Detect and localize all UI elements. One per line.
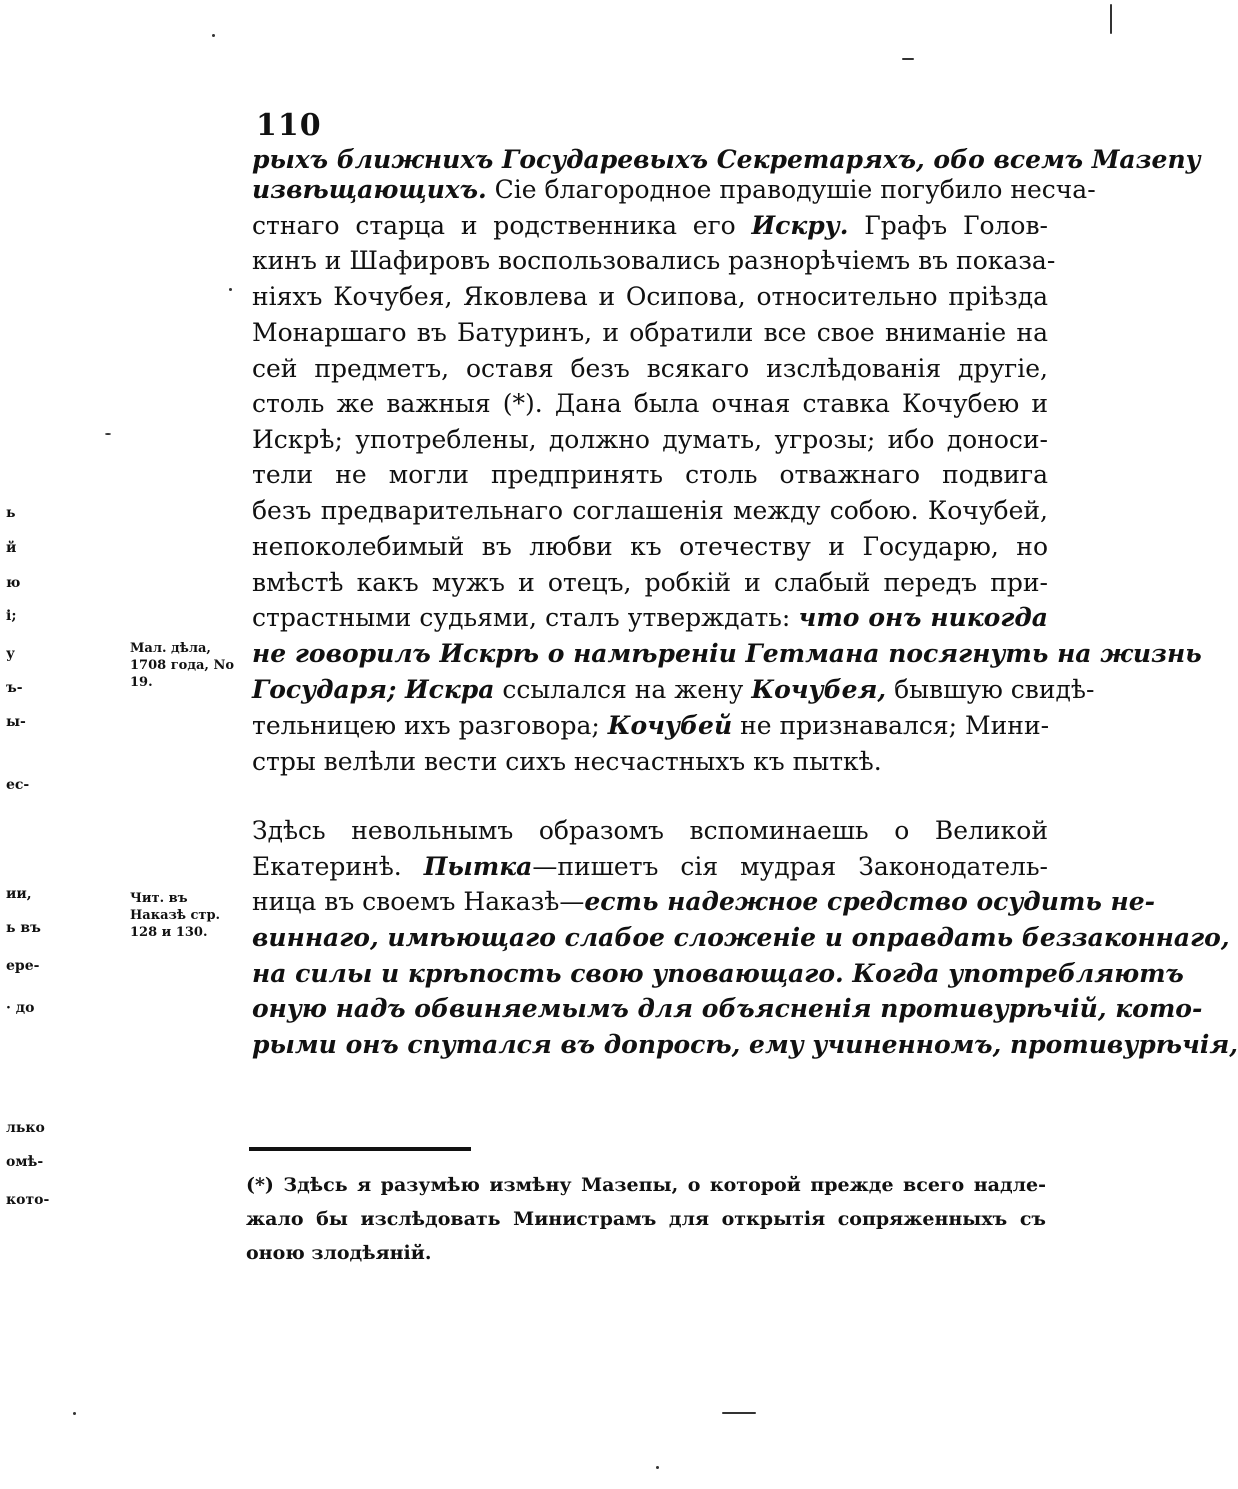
adjacent-page-fragment: ь: [6, 505, 16, 521]
italic-segment: виннаго, имѣющаго слабое сложеніе и оправдать беззаконнаго,: [252, 923, 1230, 952]
italic-segment: Кочубея,: [751, 675, 887, 704]
text-line: [252, 1025, 1238, 1065]
text-segment: непоколебимый въ любви къ отечеству и Государю, но: [252, 532, 1048, 561]
adjacent-page-fragment: ере-: [6, 958, 40, 974]
text-line: [252, 527, 1048, 567]
adjacent-page-fragment: ъ-: [6, 680, 23, 696]
adjacent-page-fragment: лько: [6, 1120, 45, 1136]
adjacent-page-fragment: ю: [6, 575, 21, 591]
text-segment: ссылался на жену: [494, 675, 752, 704]
text-segment: сей предметъ, оставя безъ всякаго изслѣдованія другіе,: [252, 354, 1048, 383]
text-segment: безъ предварительнаго соглашенія между собою. Кочубей,: [252, 496, 1048, 525]
italic-segment: рыми онъ спутался въ допросѣ, ему учиненномъ, противурѣчія,: [252, 1030, 1238, 1059]
text-segment: кинъ и Шафировъ воспользовались разнорѣчіемъ въ показа-: [252, 246, 1056, 275]
adjacent-page-fragment: кото-: [6, 1192, 50, 1208]
text-segment: Сіе благородное праводушіе погубило несча-: [486, 175, 1096, 204]
italic-segment: есть надежное средство осудить не-: [584, 887, 1156, 916]
italic-segment: рыхъ ближнихъ Государевыхъ Секретаряхъ, обо всемъ Мазепу: [252, 145, 1201, 174]
text-line: [252, 313, 1048, 353]
adjacent-page-fragment: ь въ: [6, 920, 41, 936]
italic-segment: Государя; Искра: [252, 675, 495, 704]
text-line: [252, 598, 1048, 638]
adjacent-page-fragment: й: [6, 540, 17, 556]
text-line: [252, 634, 1202, 674]
text-segment: Здѣсь невольнымъ образомъ вспоминаешь о Великой: [252, 816, 1048, 845]
scan-speck: [229, 288, 232, 291]
page-number: 110: [256, 108, 322, 143]
text-segment: вмѣстѣ какъ мужъ и отецъ, робкій и слабый передъ при-: [252, 568, 1048, 597]
scan-speck: [1110, 4, 1112, 34]
adjacent-page-fragment: у: [6, 646, 15, 662]
text-segment: ница въ своемъ Наказѣ—: [252, 887, 585, 916]
text-segment: тельницею ихъ разговора;: [252, 711, 608, 740]
adjacent-page-fragment: ес-: [6, 777, 30, 793]
text-line: [252, 349, 1048, 389]
text-segment: стнаго старца и родственника его: [252, 211, 752, 240]
text-line: [252, 277, 1048, 317]
text-line: [252, 918, 1230, 958]
text-line: [252, 241, 1056, 281]
text-segment: Искрѣ; употреблены, должно думать, угрозы; ибо доноси-: [252, 425, 1048, 454]
footnote-line: (*) Здѣсь я разумѣю измѣну Мазепы, о которой прежде всего надле-: [246, 1174, 1046, 1196]
margin-note: Чит. въ Наказѣ стр. 128 и 130.: [130, 891, 221, 940]
text-line: [252, 670, 1095, 710]
scan-speck: [722, 1412, 756, 1414]
italic-segment: на силы и крѣпость свою уповающаго. Когда употребляютъ: [252, 959, 1184, 988]
adjacent-page-fragment: ии,: [6, 886, 32, 902]
text-segment: столь же важныя (*). Дана была очная ставка Кочубею и: [252, 389, 1048, 418]
italic-segment: что онъ никогда: [798, 603, 1048, 632]
text-line: [252, 742, 1048, 782]
scan-speck: [902, 58, 914, 60]
text-line: [252, 491, 1048, 531]
text-line: [252, 882, 1156, 922]
text-segment: страстными судьями, сталъ утверждать:: [252, 603, 799, 632]
text-line: [252, 706, 1048, 746]
text-segment: —пишетъ сія мудрая Законодатель-: [532, 852, 1049, 881]
footnote-rule: [249, 1147, 471, 1151]
text-segment: Монаршаго въ Батуринъ, и обратили все свое вниманіе на: [252, 318, 1048, 347]
footnote-line: оною злодѣяній.: [246, 1242, 432, 1264]
text-line: [252, 455, 1048, 495]
italic-segment: Пытка: [423, 852, 533, 881]
text-line: [252, 420, 1048, 460]
text-line: [252, 989, 1203, 1029]
footnote-line: жало бы изслѣдовать Министрамъ для открытія сопряженныхъ съ: [246, 1208, 1046, 1230]
scan-speck: [105, 433, 111, 435]
italic-segment: Искру.: [751, 211, 849, 240]
text-line: [252, 563, 1048, 603]
italic-segment: Кочубей: [607, 711, 733, 740]
text-segment: бывшую свидѣ-: [886, 675, 1095, 704]
text-line: [252, 954, 1184, 994]
adjacent-page-fragment: омѣ-: [6, 1154, 44, 1170]
text-segment: не признавался; Мини-: [732, 711, 1050, 740]
italic-segment: оную надъ обвиняемымъ для объясненія противурѣчій, кото-: [252, 994, 1203, 1023]
italic-segment: не говорилъ Искрѣ о намѣреніи Гетмана посягнуть на жизнь: [252, 639, 1202, 668]
text-segment: Графъ Голов-: [848, 211, 1049, 240]
margin-note: Мал. дѣла, 1708 года, No 19.: [130, 641, 235, 690]
scan-speck: [73, 1412, 76, 1415]
adjacent-page-fragment: ы-: [6, 714, 26, 730]
text-line: [252, 847, 1048, 887]
scan-speck: [656, 1466, 659, 1469]
text-line: [252, 206, 1048, 246]
text-line: [252, 811, 1048, 851]
text-segment: Екатеринѣ.: [252, 852, 424, 881]
text-line: [252, 384, 1048, 424]
italic-segment: извѣщающихъ.: [252, 175, 487, 204]
text-segment: ніяхъ Кочубея, Яковлева и Осипова, относительно пріѣзда: [252, 282, 1048, 311]
adjacent-page-fragment: · до: [6, 1000, 35, 1016]
adjacent-page-fragment: і;: [6, 608, 17, 624]
scan-speck: [212, 34, 215, 37]
text-segment: стры велѣли вести сихъ несчастныхъ къ пыткѣ.: [252, 747, 882, 776]
text-line: [252, 170, 1096, 210]
text-segment: тели не могли предпринять столь отважнаго подвига: [252, 460, 1048, 489]
